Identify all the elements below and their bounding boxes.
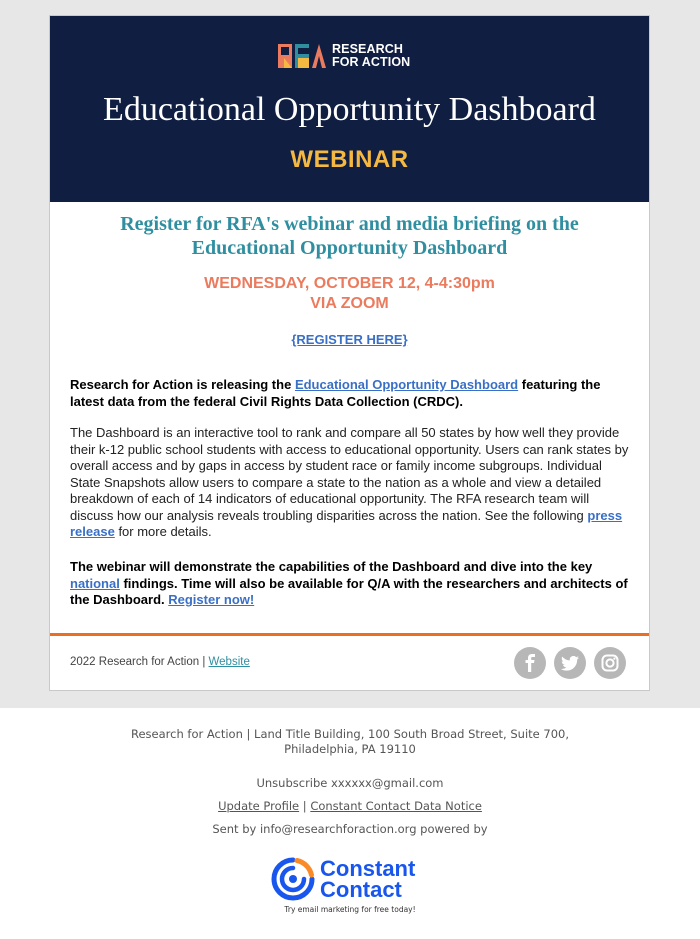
event-date-line2: VIA ZOOM xyxy=(310,295,389,312)
logo-line2: FOR ACTION xyxy=(332,55,411,69)
intro-paragraph xyxy=(70,377,630,410)
link-separator: | xyxy=(299,799,311,813)
cc-line1: Constant xyxy=(320,856,416,881)
intro-text-pre: Research for Action is releasing the xyxy=(70,377,295,392)
copyright-text: 2022 Research for Action | xyxy=(70,656,209,668)
email-card xyxy=(49,15,650,691)
webinar-paragraph xyxy=(70,559,630,609)
press-release-link[interactable]: press release xyxy=(70,507,623,539)
cc-tagline: Try email marketing for free today! xyxy=(284,905,416,914)
unsubscribe-line xyxy=(0,776,700,790)
rfa-logo[interactable] xyxy=(278,43,410,69)
social-links xyxy=(506,647,626,679)
data-notice-link[interactable]: Constant Contact Data Notice xyxy=(310,799,482,813)
intro-text-post: featuring the latest data from the federal Civil Rights Data Collection (CRDC). xyxy=(70,377,601,409)
profile-links xyxy=(0,799,700,813)
register-here-link[interactable]: {REGISTER HERE} xyxy=(291,332,408,347)
page-title: Educational Opportunity Dashboard xyxy=(103,91,596,128)
constant-contact-wordmark xyxy=(320,858,415,900)
rfa-logo-text xyxy=(332,43,410,69)
description-paragraph xyxy=(70,425,630,541)
rfa-logo-mark-icon xyxy=(278,44,328,68)
twitter-icon[interactable] xyxy=(554,647,586,679)
event-date-line1: WEDNESDAY, OCTOBER 12, 4-4:30pm xyxy=(204,275,495,292)
event-headline: Register for RFA's webinar and media briefing on the Educational Opportunity Dashboard xyxy=(120,213,579,259)
divider xyxy=(50,633,649,636)
mailing-footer xyxy=(0,708,700,939)
address-line1: Research for Action | Land Title Building, 100 South Broad Street, Suite 700, xyxy=(130,727,569,741)
footer-copyright xyxy=(70,656,250,668)
facebook-icon[interactable] xyxy=(514,647,546,679)
instagram-icon[interactable] xyxy=(594,647,626,679)
unsubscribe-link[interactable]: Unsubscribe xxxxxx@gmail.com xyxy=(256,776,444,790)
constant-contact-logo[interactable] xyxy=(270,856,415,902)
mailing-address xyxy=(80,727,620,757)
email-header xyxy=(50,16,649,202)
national-link[interactable]: national xyxy=(70,575,120,591)
register-now-link[interactable]: Register now! xyxy=(168,592,255,607)
webinar-text-mid: findings. Time will also be available for Q/A with the researchers and architects of the Dashboard. xyxy=(70,575,628,607)
event-date xyxy=(50,274,649,314)
logo-line1: RESEARCH xyxy=(332,42,403,56)
description-text-post: for more details. xyxy=(114,524,212,539)
webinar-text-pre: The webinar will demonstrate the capabilities of the Dashboard and dive into the key xyxy=(70,559,593,574)
sent-by-line: Sent by info@researchforaction.org powered by xyxy=(212,822,488,836)
website-link[interactable]: Website xyxy=(208,656,250,668)
update-profile-link[interactable]: Update Profile xyxy=(218,799,300,813)
description-text-pre: The Dashboard is an interactive tool to rank and compare all 50 states by how well they provide their k-12 public school students with access to educational opportunity. Users can rank states by overall access and by gaps in access by student race or family income subgroups. Individual State Snapshots allow users to compare a state to the nation as a whole and view a detailed breakdown of each of 14 indicators of educational opportunity. The RFA research team will discuss how our analysis reveals troubling disparities across the nation. See the following xyxy=(70,425,629,523)
dashboard-link[interactable]: Educational Opportunity Dashboard xyxy=(294,377,519,392)
address-line2: Philadelphia, PA 19110 xyxy=(284,742,416,756)
register-here-container xyxy=(50,331,649,349)
constant-contact-icon xyxy=(270,856,316,902)
webinar-label: WEBINAR xyxy=(290,146,409,173)
cc-line2: Contact xyxy=(320,877,402,902)
